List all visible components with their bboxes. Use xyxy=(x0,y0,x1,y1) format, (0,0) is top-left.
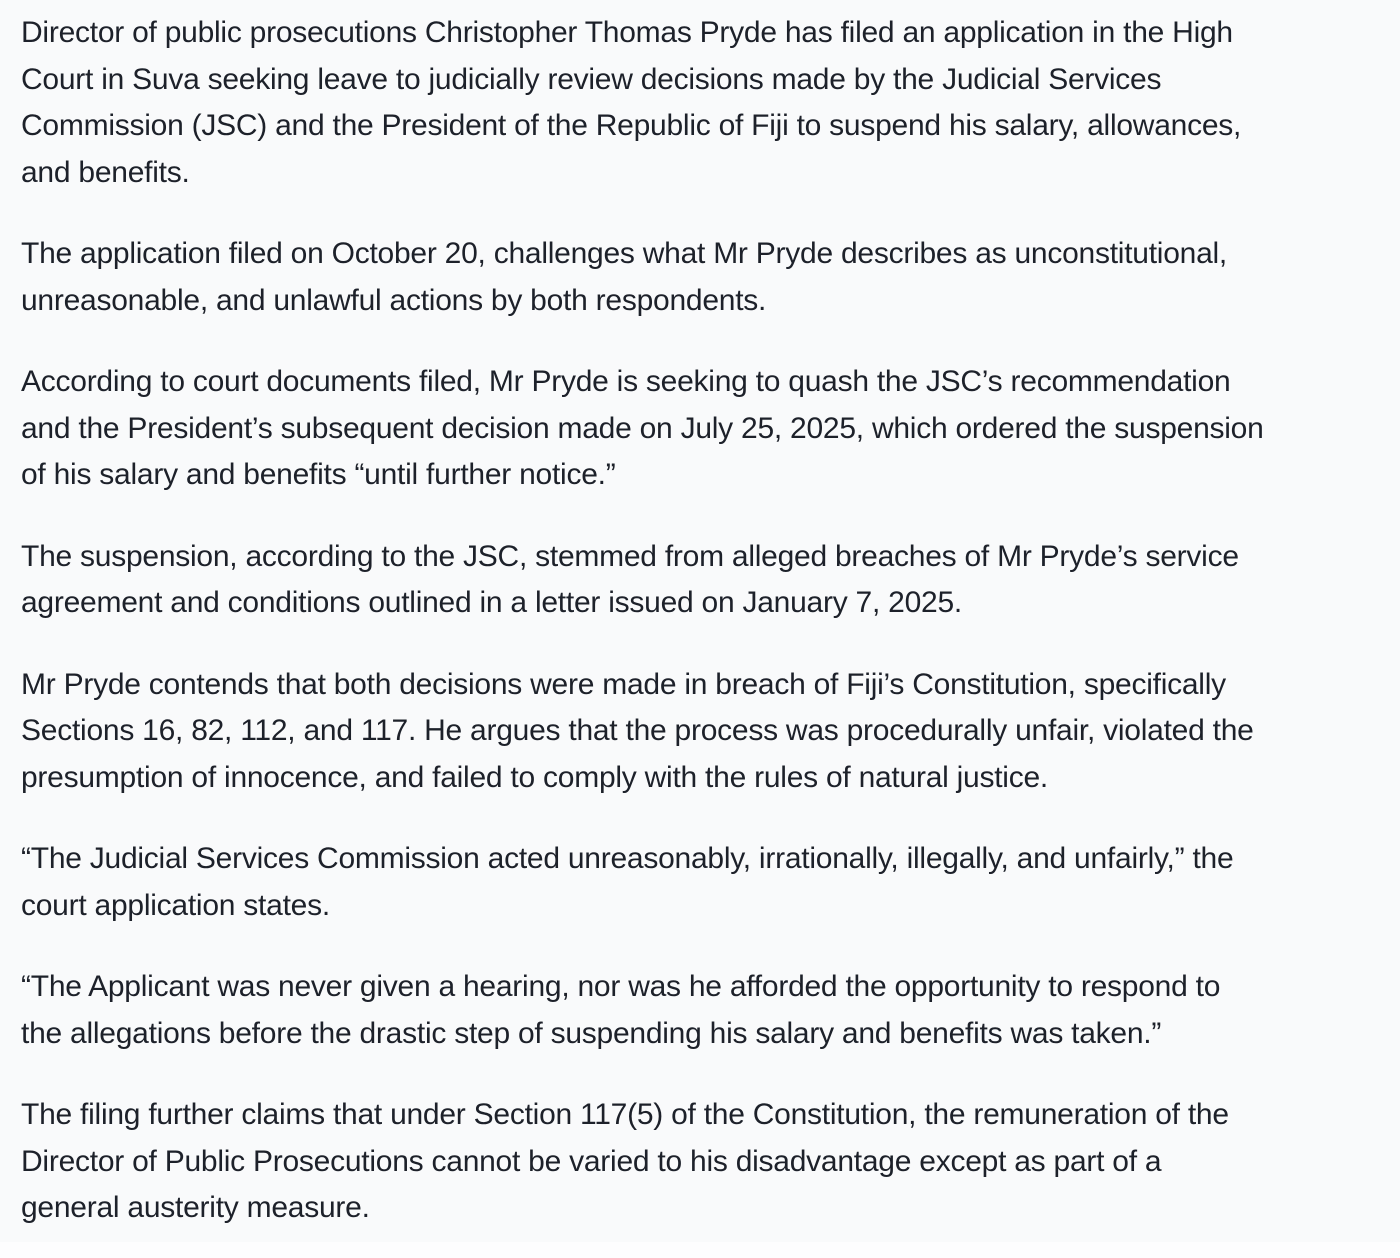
paragraph-5 xyxy=(21,662,1390,802)
paragraph-8 xyxy=(21,1092,1390,1232)
text-line: unreasonable, and unlawful actions by both respondents. xyxy=(21,283,767,317)
bottom-card-edge xyxy=(0,1242,1400,1258)
text-line: and the President’s subsequent decision made on July 25, 2025, which ordered the suspension xyxy=(21,411,1264,445)
text-line: Director of public prosecutions Christopher Thomas Pryde has filed an application in the High xyxy=(21,16,1233,49)
text-line: The filing further claims that under Section 117(5) of the Constitution, the remuneration of the xyxy=(21,1098,1229,1131)
paragraph-6 xyxy=(21,836,1390,929)
text-line: Commission (JSC) and the President of the Republic of Fiji to suspend his salary, allowances, xyxy=(21,109,1242,142)
text-line: According to court documents filed, Mr Pryde is seeking to quash the JSC’s recommendation xyxy=(21,365,1231,398)
text-line: The application filed on October 20, challenges what Mr Pryde describes as unconstitutional, xyxy=(21,237,1228,270)
paragraph-4 xyxy=(21,534,1390,627)
text-line: “The Applicant was never given a hearing, nor was he afforded the opportunity to respond to xyxy=(21,970,1221,1003)
text-line: Sections 16, 82, 112, and 117. He argues that the process was procedurally unfair, violated the xyxy=(21,714,1254,747)
paragraph-7 xyxy=(21,964,1390,1057)
text-line: “The Judicial Services Commission acted unreasonably, irrationally, illegally, and unfairly,” the xyxy=(21,842,1234,875)
text-line: Mr Pryde contends that both decisions were made in breach of Fiji’s Constitution, specifically xyxy=(21,667,1226,701)
paragraph-1 xyxy=(21,10,1390,196)
text-line: and benefits. xyxy=(21,155,190,189)
text-line: Court in Suva seeking leave to judicially review decisions made by the Judicial Services xyxy=(21,62,1162,96)
paragraph-2 xyxy=(21,231,1390,324)
text-line: the allegations before the drastic step of suspending his salary and benefits was taken.” xyxy=(21,1016,1162,1050)
text-line: The suspension, according to the JSC, stemmed from alleged breaches of Mr Pryde’s service xyxy=(21,539,1239,573)
text-line: general austerity measure. xyxy=(21,1191,370,1224)
text-line: court application states. xyxy=(21,888,330,922)
paragraph-3 xyxy=(21,359,1390,499)
text-line: agreement and conditions outlined in a letter issued on January 7, 2025. xyxy=(21,586,962,619)
text-line: of his salary and benefits “until further notice.” xyxy=(21,458,616,491)
text-line: Director of Public Prosecutions cannot be varied to his disadvantage except as part of a xyxy=(21,1144,1162,1178)
text-line: presumption of innocence, and failed to comply with the rules of natural justice. xyxy=(21,760,1048,794)
